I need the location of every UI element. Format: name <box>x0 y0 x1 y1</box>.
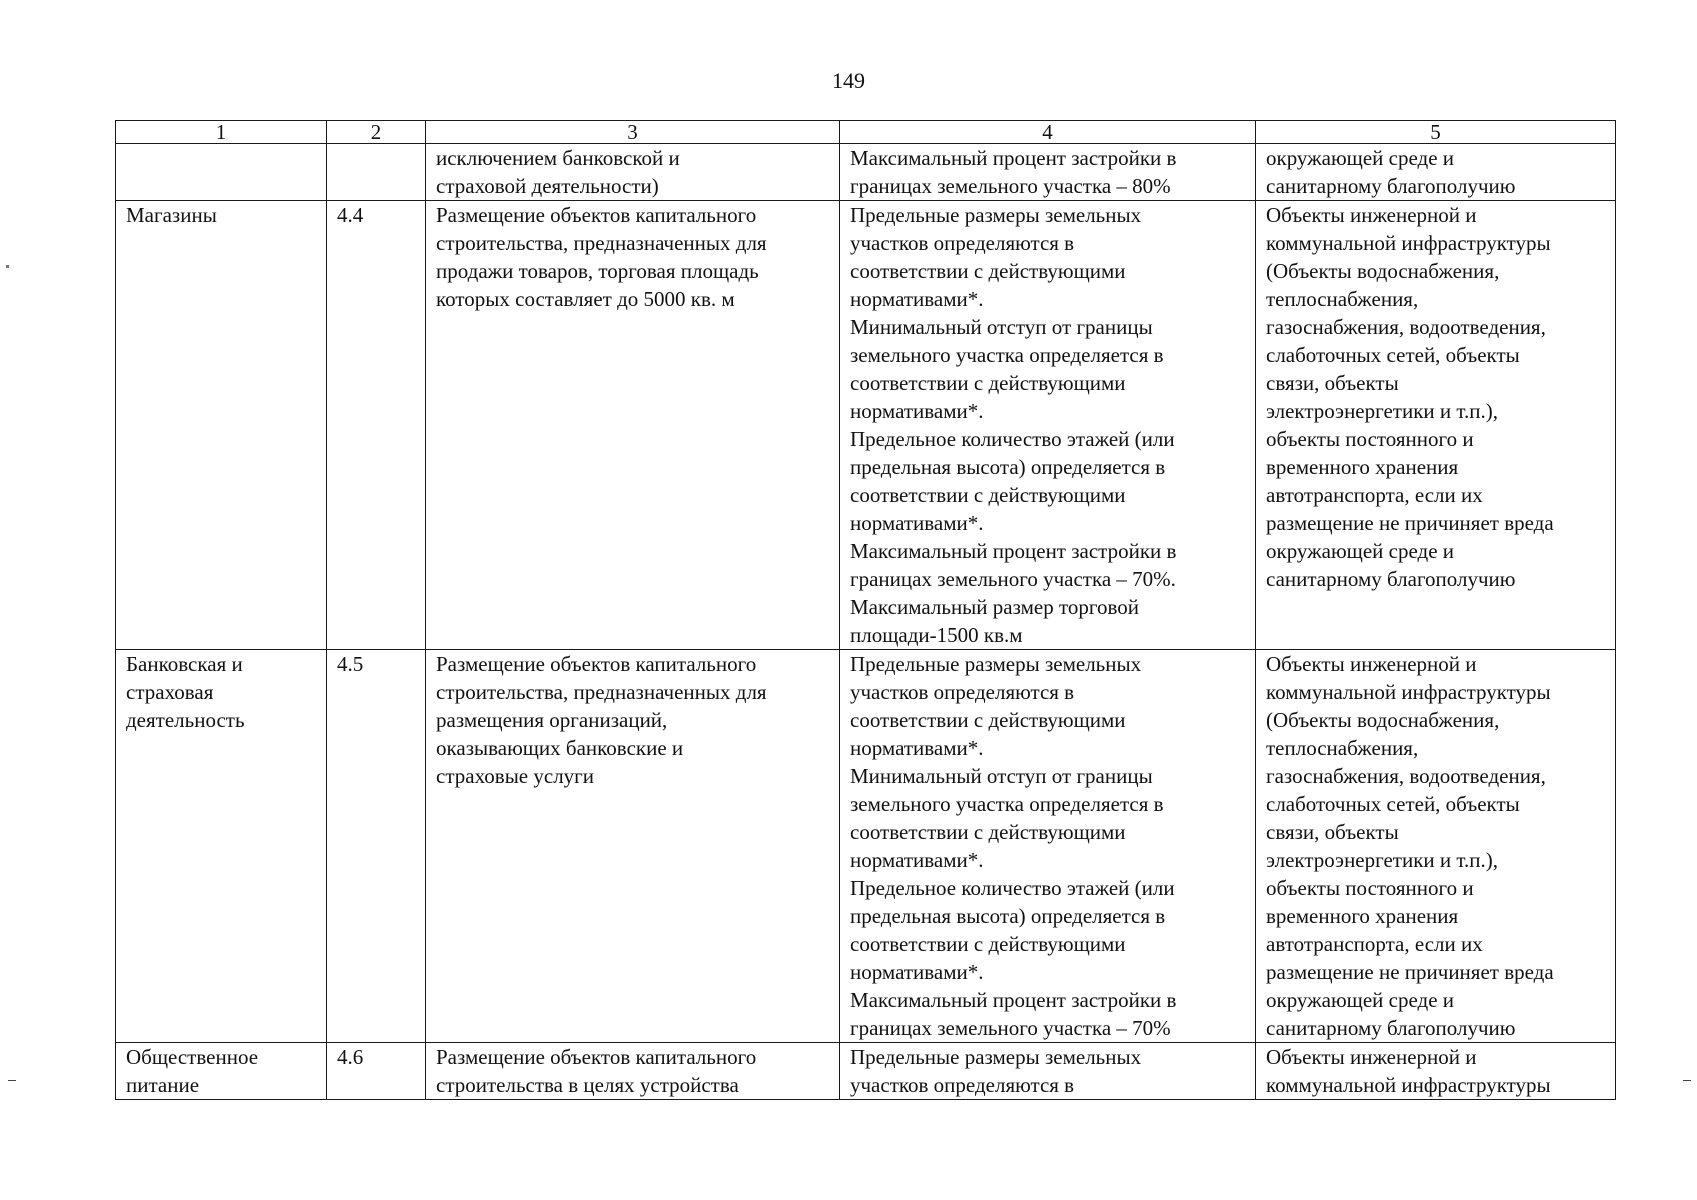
cell-line: Предельное количество этажей (или <box>850 427 1175 451</box>
cell-line: слаботочных сетей, объекты <box>1266 792 1520 816</box>
cell-line: (Объекты водоснабжения, <box>1266 708 1500 732</box>
cell-line: нормативами*. <box>850 736 984 760</box>
cell-description <box>426 650 840 1043</box>
cell-line: (Объекты водоснабжения, <box>1266 259 1500 283</box>
cell-line: исключением банковской и <box>436 146 680 170</box>
cell-line: коммунальной инфраструктуры <box>1266 1073 1551 1097</box>
column-header-2: 2 <box>327 121 426 144</box>
cell-line: Объекты инженерной и <box>1266 203 1477 227</box>
table-row-catering <box>116 1043 1616 1100</box>
cell-line: участков определяются в <box>850 680 1075 704</box>
cell-line: границах земельного участка – 80% <box>850 174 1171 198</box>
cell-line: Предельные размеры земельных <box>850 203 1142 227</box>
cell-description <box>426 144 840 201</box>
cell-line: санитарному благополучию <box>1266 1016 1516 1040</box>
cell-line: границах земельного участка – 70% <box>850 1016 1171 1040</box>
cell-line: участков определяются в <box>850 231 1075 255</box>
cell-line: нормативами*. <box>850 960 984 984</box>
cell-line: газоснабжения, водоотведения, <box>1266 315 1546 339</box>
cell-line: строительства в целях устройства <box>436 1073 739 1097</box>
cell-line: соответствии с действующими <box>850 708 1126 732</box>
cell-line: автотранспорта, если их <box>1266 483 1483 507</box>
cell-line: коммунальной инфраструктуры <box>1266 231 1551 255</box>
cell-line: границах земельного участка – 70%. <box>850 567 1176 591</box>
cell-line: Размещение объектов капитального <box>436 203 757 227</box>
cell-line: автотранспорта, если их <box>1266 932 1483 956</box>
scan-margin-mark-left <box>8 1080 16 1081</box>
cell-line: предельная высота) определяется в <box>850 904 1166 928</box>
column-header-5: 5 <box>1256 121 1616 144</box>
cell-line: связи, объекты <box>1266 371 1399 395</box>
cell-parameters <box>840 1043 1256 1100</box>
cell-parameters <box>840 201 1256 650</box>
cell-line: слаботочных сетей, объекты <box>1266 343 1520 367</box>
cell-name <box>116 1043 327 1100</box>
cell-line: окружающей среде и <box>1266 539 1455 563</box>
cell-line: Размещение объектов капитального <box>436 1045 757 1069</box>
cell-line: связи, объекты <box>1266 820 1399 844</box>
cell-line: Предельное количество этажей (или <box>850 876 1175 900</box>
cell-line: Минимальный отступ от границы <box>850 764 1153 788</box>
scan-margin-mark-right <box>1683 1080 1691 1081</box>
cell-line: электроэнергетики и т.п.), <box>1266 399 1498 423</box>
cell-parameters <box>840 650 1256 1043</box>
cell-line: Размещение объектов капитального <box>436 652 757 676</box>
cell-line: коммунальной инфраструктуры <box>1266 680 1551 704</box>
table-row-banking <box>116 650 1616 1043</box>
cell-line: временного хранения <box>1266 455 1459 479</box>
column-header-3: 3 <box>426 121 840 144</box>
cell-line: Предельные размеры земельных <box>850 1045 1142 1069</box>
cell-line: санитарному благополучию <box>1266 567 1516 591</box>
cell-line: Банковская и <box>126 652 243 676</box>
cell-line: площади-1500 кв.м <box>850 623 1023 647</box>
cell-line: предельная высота) определяется в <box>850 455 1166 479</box>
cell-line: деятельность <box>126 708 245 732</box>
cell-line: страховой деятельности) <box>436 174 659 198</box>
cell-line: строительства, предназначенных для <box>436 680 767 704</box>
cell-line: питание <box>126 1073 200 1097</box>
cell-line: временного хранения <box>1266 904 1459 928</box>
cell-code <box>327 144 426 201</box>
cell-line: соответствии с действующими <box>850 932 1126 956</box>
cell-line: земельного участка определяется в <box>850 343 1164 367</box>
cell-line: которых составляет до 5000 кв. м <box>436 287 735 311</box>
cell-line: размещения организаций, <box>436 708 668 732</box>
cell-line: нормативами*. <box>850 287 984 311</box>
cell-name: Магазины <box>116 201 327 650</box>
column-header-1: 1 <box>116 121 327 144</box>
scan-speck <box>6 265 9 268</box>
cell-line: Общественное <box>126 1045 259 1069</box>
cell-line: земельного участка определяется в <box>850 792 1164 816</box>
cell-line: Минимальный отступ от границы <box>850 315 1153 339</box>
cell-line: Максимальный процент застройки в <box>850 539 1177 563</box>
cell-line: объекты постоянного и <box>1266 876 1474 900</box>
cell-line: Максимальный процент застройки в <box>850 988 1177 1012</box>
cell-code: 4.4 <box>327 201 426 650</box>
cell-line: теплоснабжения, <box>1266 736 1419 760</box>
cell-line: соответствии с действующими <box>850 820 1126 844</box>
cell-code: 4.5 <box>327 650 426 1043</box>
cell-line: размещение не причиняет вреда <box>1266 511 1554 535</box>
cell-line: нормативами*. <box>850 399 984 423</box>
cell-line: Объекты инженерной и <box>1266 1045 1477 1069</box>
cell-line: оказывающих банковские и <box>436 736 684 760</box>
cell-line: Предельные размеры земельных <box>850 652 1142 676</box>
cell-line: Максимальный процент застройки в <box>850 146 1177 170</box>
column-header-4: 4 <box>840 121 1256 144</box>
table-row-continuation <box>116 144 1616 201</box>
cell-auxiliary <box>1256 201 1616 650</box>
cell-line: объекты постоянного и <box>1266 427 1474 451</box>
cell-code: 4.6 <box>327 1043 426 1100</box>
cell-line: Объекты инженерной и <box>1266 652 1477 676</box>
cell-line: страховая <box>126 680 214 704</box>
cell-auxiliary <box>1256 650 1616 1043</box>
cell-description <box>426 201 840 650</box>
cell-line: соответствии с действующими <box>850 483 1126 507</box>
cell-auxiliary <box>1256 1043 1616 1100</box>
cell-line: санитарному благополучию <box>1266 174 1516 198</box>
cell-parameters <box>840 144 1256 201</box>
cell-line: газоснабжения, водоотведения, <box>1266 764 1546 788</box>
cell-line: соответствии с действующими <box>850 259 1126 283</box>
cell-auxiliary <box>1256 144 1616 201</box>
cell-line: размещение не причиняет вреда <box>1266 960 1554 984</box>
cell-line: Максимальный размер торговой <box>850 595 1139 619</box>
cell-line: строительства, предназначенных для <box>436 231 767 255</box>
cell-line: электроэнергетики и т.п.), <box>1266 848 1498 872</box>
cell-line: соответствии с действующими <box>850 371 1126 395</box>
cell-line: теплоснабжения, <box>1266 287 1419 311</box>
cell-line: нормативами*. <box>850 848 984 872</box>
cell-description <box>426 1043 840 1100</box>
table-row-shops <box>116 201 1616 650</box>
cell-line: страховые услуги <box>436 764 595 788</box>
cell-line: окружающей среде и <box>1266 146 1455 170</box>
page-number: 149 <box>832 68 865 93</box>
land-use-table <box>115 120 1616 1100</box>
cell-line: нормативами*. <box>850 511 984 535</box>
cell-name <box>116 144 327 201</box>
cell-line: окружающей среде и <box>1266 988 1455 1012</box>
table-header-row <box>116 121 1616 144</box>
cell-line: участков определяются в <box>850 1073 1075 1097</box>
cell-line: продажи товаров, торговая площадь <box>436 259 759 283</box>
cell-name <box>116 650 327 1043</box>
